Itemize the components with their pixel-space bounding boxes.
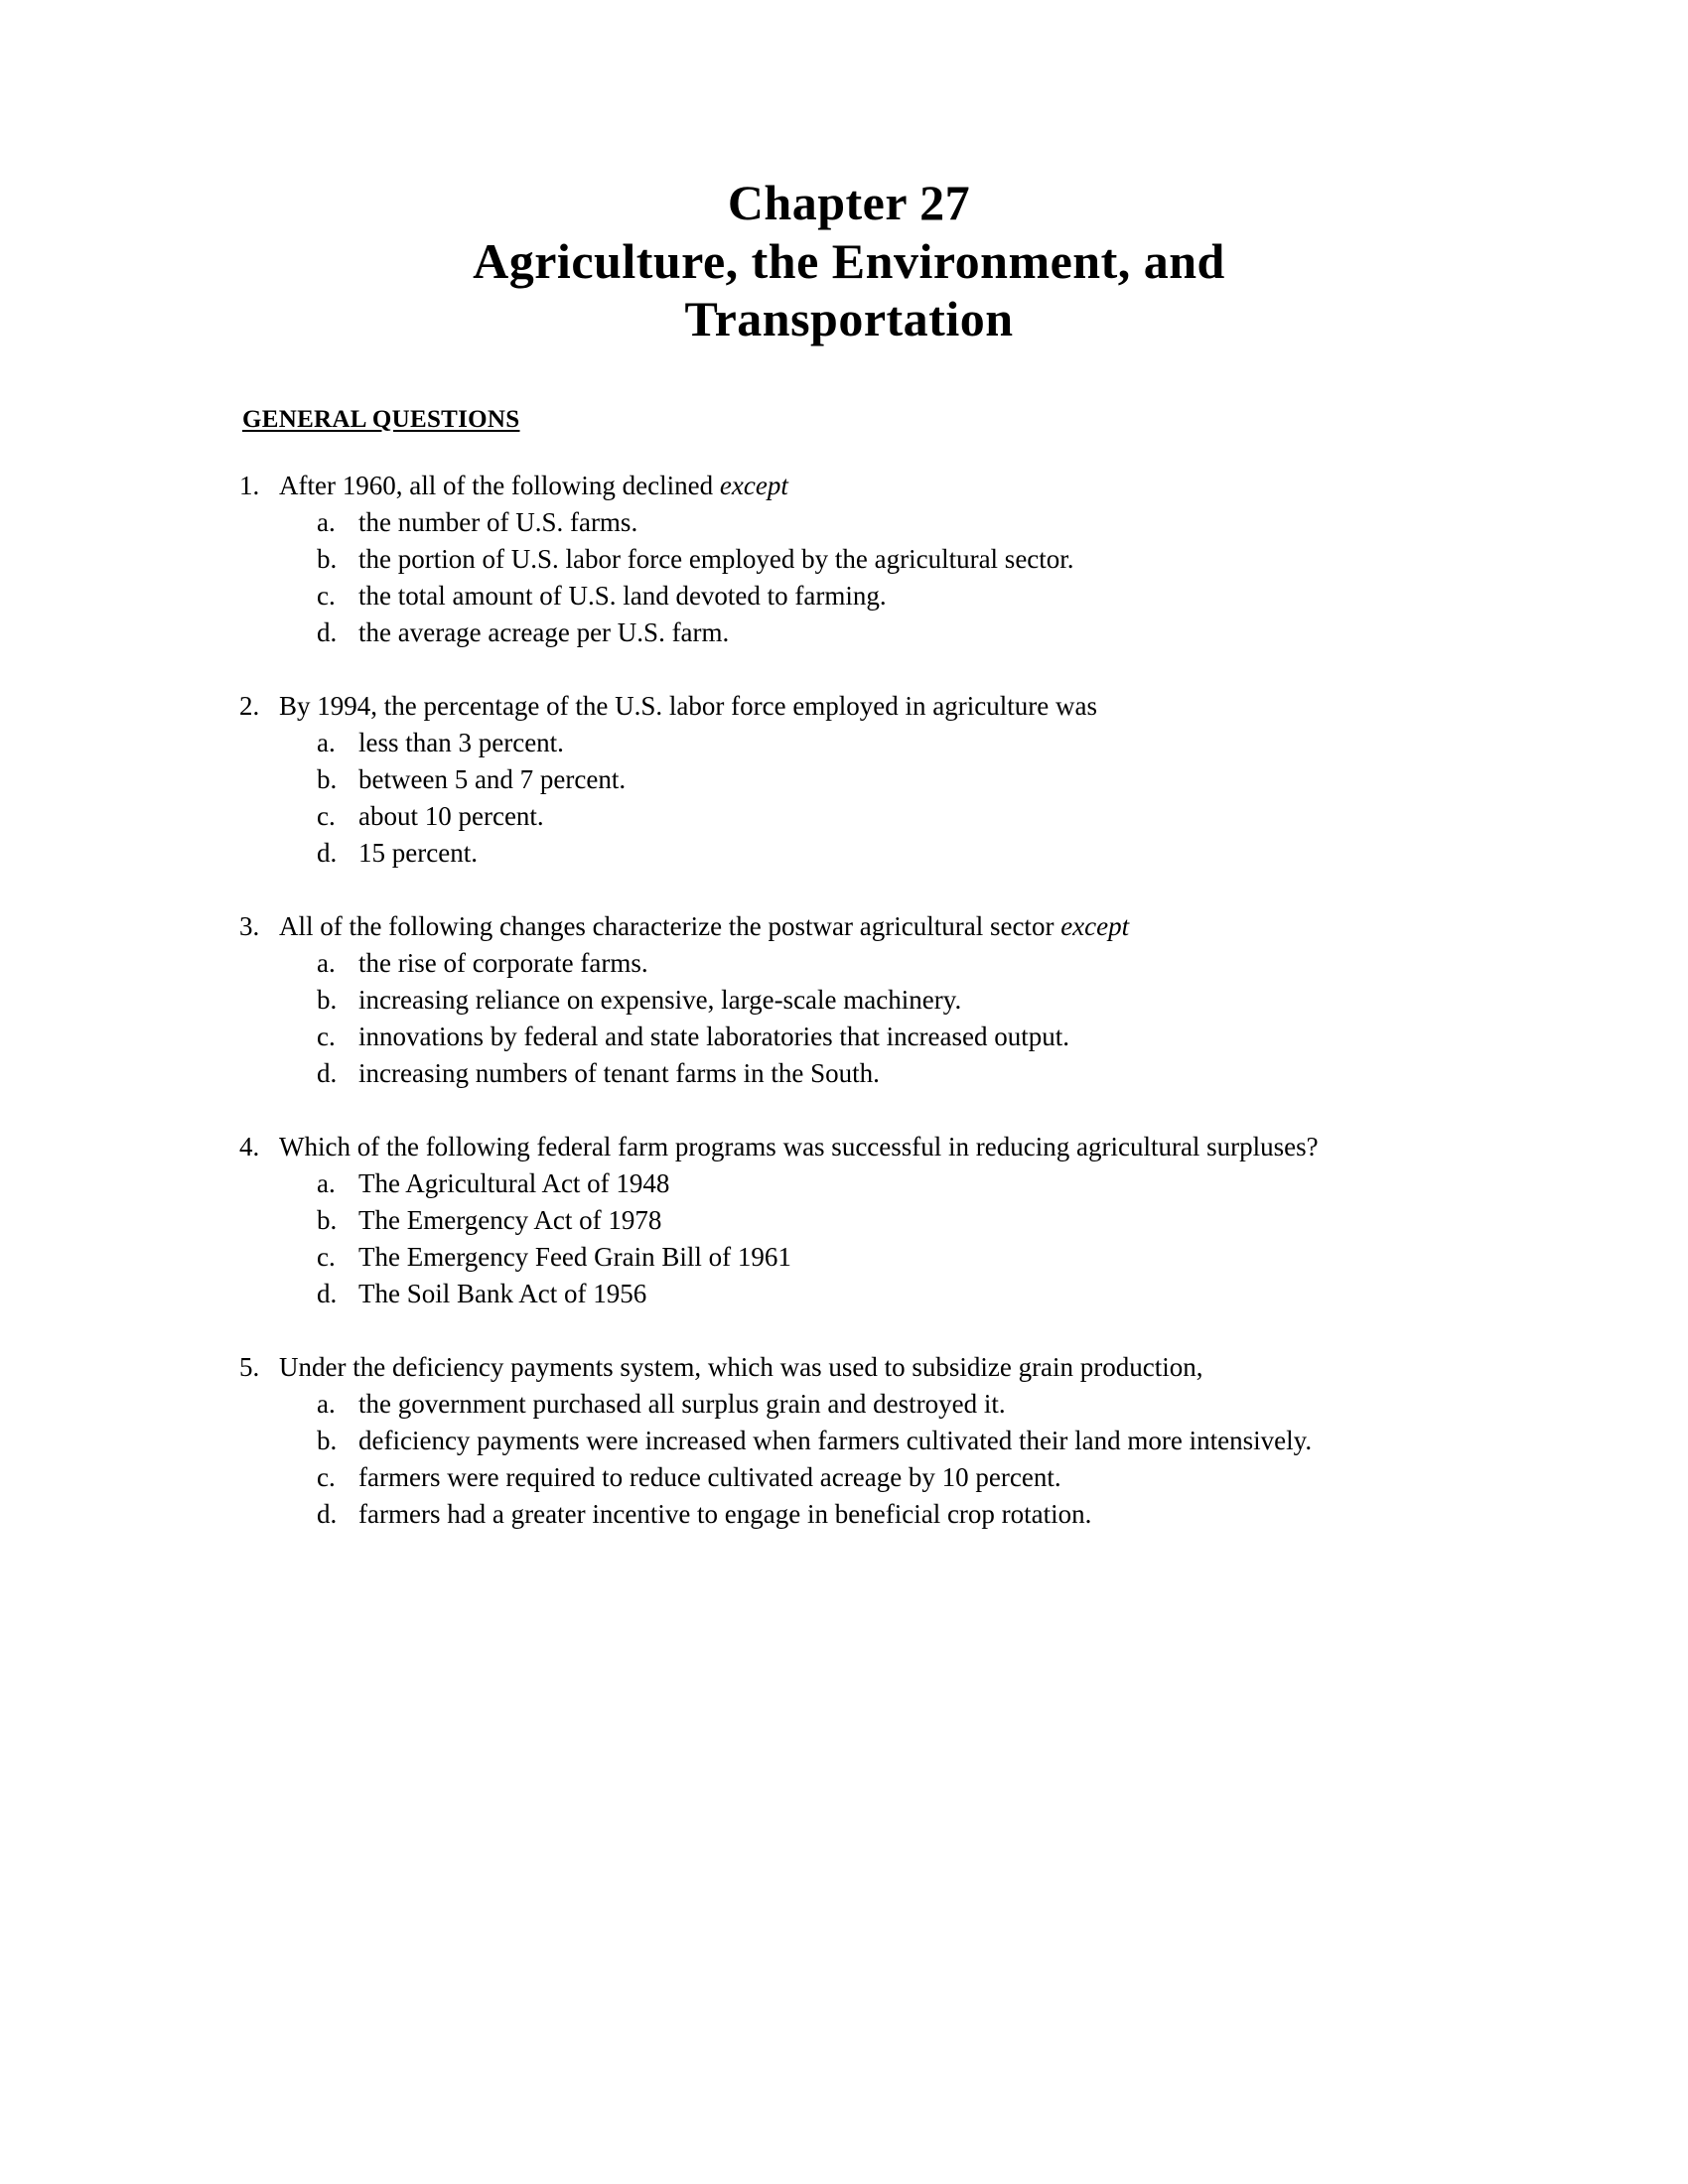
choice-item[interactable] <box>317 1277 1465 1312</box>
question-stem-text: Which of the following federal farm programs was successful in reducing agricultural surpluses? <box>279 1131 1319 1161</box>
question-stem-emphasis: except <box>719 470 788 500</box>
choice-item[interactable] <box>317 726 1465 761</box>
page-title <box>338 174 1360 348</box>
choice-text: The Soil Bank Act of 1956 <box>358 1278 647 1308</box>
choice-letter: c. <box>317 1462 336 1492</box>
choice-text: less than 3 percent. <box>358 728 564 757</box>
choice-text: the portion of U.S. labor force employed by the agricultural sector. <box>358 543 1074 574</box>
choice-text: farmers were required to reduce cultivated acreage by 10 percent. <box>358 1462 1061 1492</box>
choice-letter: a. <box>317 1389 336 1420</box>
title-line-1: Chapter 27 <box>727 175 971 230</box>
question-item <box>233 688 1465 873</box>
choice-text: the rise of corporate farms. <box>358 948 648 979</box>
choice-item[interactable] <box>317 1387 1465 1423</box>
question-list <box>233 468 1465 1534</box>
choice-item[interactable] <box>317 946 1465 982</box>
choice-item[interactable] <box>317 799 1465 835</box>
question-stem <box>279 1129 1465 1164</box>
choice-item[interactable] <box>317 615 1465 651</box>
question-number: 2. <box>239 690 260 721</box>
choice-item[interactable] <box>317 1460 1465 1496</box>
choice-letter: c. <box>317 1021 336 1051</box>
question-stem-text: Under the deficiency payments system, which was used to subsidize grain production, <box>279 1351 1203 1382</box>
choice-text: The Emergency Feed Grain Bill of 1961 <box>358 1241 791 1272</box>
question-number: 4. <box>239 1131 260 1161</box>
choice-letter: c. <box>317 800 336 831</box>
choice-letter: d. <box>317 616 338 647</box>
choice-text: deficiency payments were increased when farmers cultivated their land more intensively. <box>358 1426 1313 1456</box>
choice-letter: a. <box>317 948 336 979</box>
choice-letter: a. <box>317 728 336 757</box>
choice-text: the total amount of U.S. land devoted to farming. <box>358 580 887 611</box>
choice-text: the government purchased all surplus grain and destroyed it. <box>358 1389 1006 1420</box>
section-heading-text: GENERAL QUESTIONS <box>242 405 520 433</box>
choice-letter: d. <box>317 837 338 868</box>
choice-text: 15 percent. <box>358 837 478 868</box>
question-item <box>233 1129 1465 1313</box>
question-body <box>279 688 1465 873</box>
question-stem-emphasis: except <box>1060 910 1130 941</box>
choice-letter: b. <box>317 543 338 574</box>
question-stem <box>279 908 1465 944</box>
choice-text: increasing numbers of tenant farms in the South. <box>358 1057 880 1088</box>
question-body <box>279 1129 1465 1313</box>
section-heading <box>242 406 1465 434</box>
title-line-2: Agriculture, the Environment, and <box>473 232 1225 289</box>
choice-item[interactable] <box>317 836 1465 872</box>
choice-item[interactable] <box>317 505 1465 541</box>
choice-text: increasing reliance on expensive, large-scale machinery. <box>358 984 962 1015</box>
choice-text: The Agricultural Act of 1948 <box>358 1168 670 1199</box>
choice-item[interactable] <box>317 579 1465 614</box>
choice-letter: d. <box>317 1057 338 1088</box>
question-stem-text: After 1960, all of the following declined <box>279 470 720 500</box>
question-stem <box>279 688 1465 724</box>
choice-text: innovations by federal and state laboratories that increased output. <box>358 1021 1070 1051</box>
question-item <box>233 908 1465 1093</box>
title-line-3: Transportation <box>684 291 1014 346</box>
question-body <box>279 468 1465 652</box>
question-body <box>279 908 1465 1093</box>
choice-text: farmers had a greater incentive to engage in beneficial crop rotation. <box>358 1498 1092 1529</box>
choice-letter: b. <box>317 1426 338 1456</box>
choice-item[interactable] <box>317 1424 1465 1459</box>
question-number: 5. <box>239 1351 260 1382</box>
choice-letter: a. <box>317 506 336 537</box>
choice-item[interactable] <box>317 1056 1465 1092</box>
question-stem <box>279 468 1465 503</box>
question-stem <box>279 1349 1465 1385</box>
choice-item[interactable] <box>317 1497 1465 1533</box>
question-body <box>279 1349 1465 1534</box>
choice-item[interactable] <box>317 542 1465 578</box>
choice-item[interactable] <box>317 1020 1465 1055</box>
choice-item[interactable] <box>317 1166 1465 1202</box>
question-item <box>233 468 1465 652</box>
choice-text: about 10 percent. <box>358 800 544 831</box>
choice-item[interactable] <box>317 1240 1465 1276</box>
choice-list <box>279 1166 1465 1312</box>
choice-list <box>279 505 1465 651</box>
choice-text: the average acreage per U.S. farm. <box>358 616 730 647</box>
choice-text: The Emergency Act of 1978 <box>358 1205 662 1236</box>
question-number: 1. <box>239 470 260 500</box>
question-stem-text: By 1994, the percentage of the U.S. labor force employed in agriculture was <box>279 690 1097 721</box>
choice-list <box>279 1387 1465 1533</box>
choice-letter: c. <box>317 580 336 611</box>
choice-letter: c. <box>317 1241 336 1272</box>
choice-item[interactable] <box>317 762 1465 798</box>
choice-letter: b. <box>317 1205 338 1236</box>
choice-item[interactable] <box>317 983 1465 1019</box>
question-stem-text: All of the following changes characterize the postwar agricultural sector <box>279 910 1061 941</box>
choice-text: the number of U.S. farms. <box>358 506 638 537</box>
choice-text: between 5 and 7 percent. <box>358 763 627 794</box>
choice-letter: d. <box>317 1498 338 1529</box>
choice-letter: b. <box>317 763 338 794</box>
choice-letter: a. <box>317 1168 336 1199</box>
question-number: 3. <box>239 910 260 941</box>
choice-letter: d. <box>317 1278 338 1308</box>
choice-item[interactable] <box>317 1203 1465 1239</box>
choice-list <box>279 726 1465 872</box>
question-item <box>233 1349 1465 1534</box>
choice-letter: b. <box>317 984 338 1015</box>
choice-list <box>279 946 1465 1092</box>
